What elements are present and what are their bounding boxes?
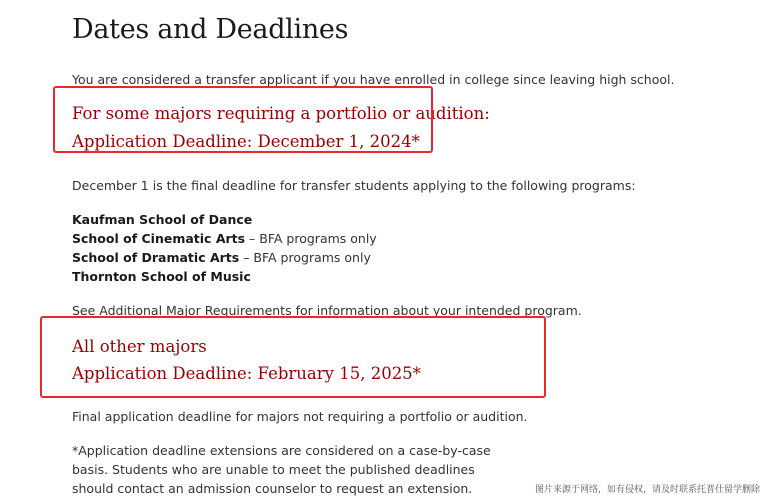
other-majors-description: Final application deadline for majors not requiring a portfolio or audition. — [72, 409, 528, 424]
program-note: – BFA programs only — [245, 231, 377, 246]
watermark-text: 图片来源于网络，如有侵权，请及时联系托普仕留学删除 — [534, 485, 760, 495]
other-majors-deadline: Application Deadline: February 15, 2025* — [72, 364, 421, 383]
program-name: School of Dramatic Arts — [72, 250, 240, 265]
footnote-line: *Application deadline extensions are considered on a case-by-case — [72, 443, 491, 458]
intro-text: You are considered a transfer applicant if you have enrolled in college since leaving high school. — [72, 72, 675, 87]
portfolio-description: December 1 is the final deadline for transfer students applying to the following programs: — [72, 178, 636, 193]
program-name: Thornton School of Music — [72, 269, 251, 284]
program-item — [72, 250, 371, 265]
program-name: School of Cinematic Arts — [72, 231, 246, 246]
program-name: Kaufman School of Dance — [72, 212, 253, 227]
annotation-highlight-box-other — [40, 316, 546, 398]
annotation-highlight-box-portfolio — [53, 86, 433, 153]
other-majors-heading: All other majors — [72, 337, 207, 356]
program-item — [72, 231, 377, 246]
page-title: Dates and Deadlines — [72, 14, 349, 45]
portfolio-heading: For some majors requiring a portfolio or audition: — [72, 104, 490, 123]
program-note: – BFA programs only — [239, 250, 371, 265]
program-item — [72, 269, 251, 284]
footnote-line: basis. Students who are unable to meet the published deadlines — [72, 462, 475, 477]
additional-requirements-text: See Additional Major Requirements for information about your intended program. — [72, 303, 582, 318]
portfolio-deadline: Application Deadline: December 1, 2024* — [72, 132, 420, 151]
program-item — [72, 212, 252, 227]
footnote-line: should contact an admission counselor to request an extension. — [72, 481, 473, 496]
